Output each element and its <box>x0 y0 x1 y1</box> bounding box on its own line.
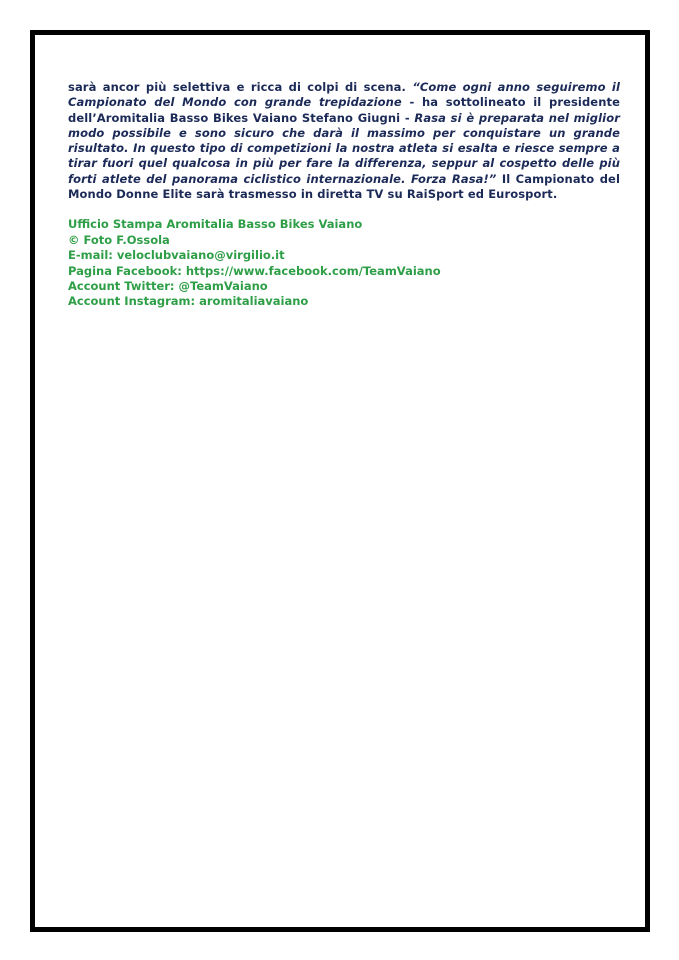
press-office: Ufficio Stampa Aromitalia Basso Bikes Vaiano <box>68 217 363 232</box>
photo-credit: © Foto F.Ossola <box>68 232 170 247</box>
twitter-account: Account Twitter: @TeamVaiano <box>68 279 268 293</box>
page-frame <box>30 30 650 932</box>
quote-opening: “Come ogni anno seguiremo il Campionato del Mondo con grande trepidazione <box>68 80 620 110</box>
facebook-page: Pagina Facebook: https://www.facebook.com/TeamVaiano <box>68 263 441 278</box>
instagram-account: Account Instagram: aromitaliavaiano <box>68 294 309 309</box>
contact-block <box>68 217 620 309</box>
article-sentence-intro: sarà ancor più selettiva e ricca di colpi di scena. <box>68 80 413 94</box>
quote-body: Rasa si è preparata nel miglior modo possibile e sono sicuro che darà il massimo per conquistare un grande risultato. In questo tipo di competizioni la nostra atleta si esalta e riesce sempre a tirar fuori quel qualcosa in più per fare la differenza, seppur al cospetto delle più forti atlete del panorama ciclistico internazionale. Forza Rasa!” <box>68 110 620 186</box>
page-content <box>68 80 620 310</box>
email-contact: E-mail: veloclubvaiano@virgilio.it <box>68 248 285 263</box>
broadcast-info: Il Campionato del Mondo Donne Elite sarà trasmesso in diretta TV su RaiSport ed Eurosport. <box>68 171 620 202</box>
article-paragraph <box>68 80 620 202</box>
quote-attribution: - ha sottolineato il presidente dell’Aromitalia Basso Bikes Vaiano Stefano Giugni - <box>68 95 620 125</box>
